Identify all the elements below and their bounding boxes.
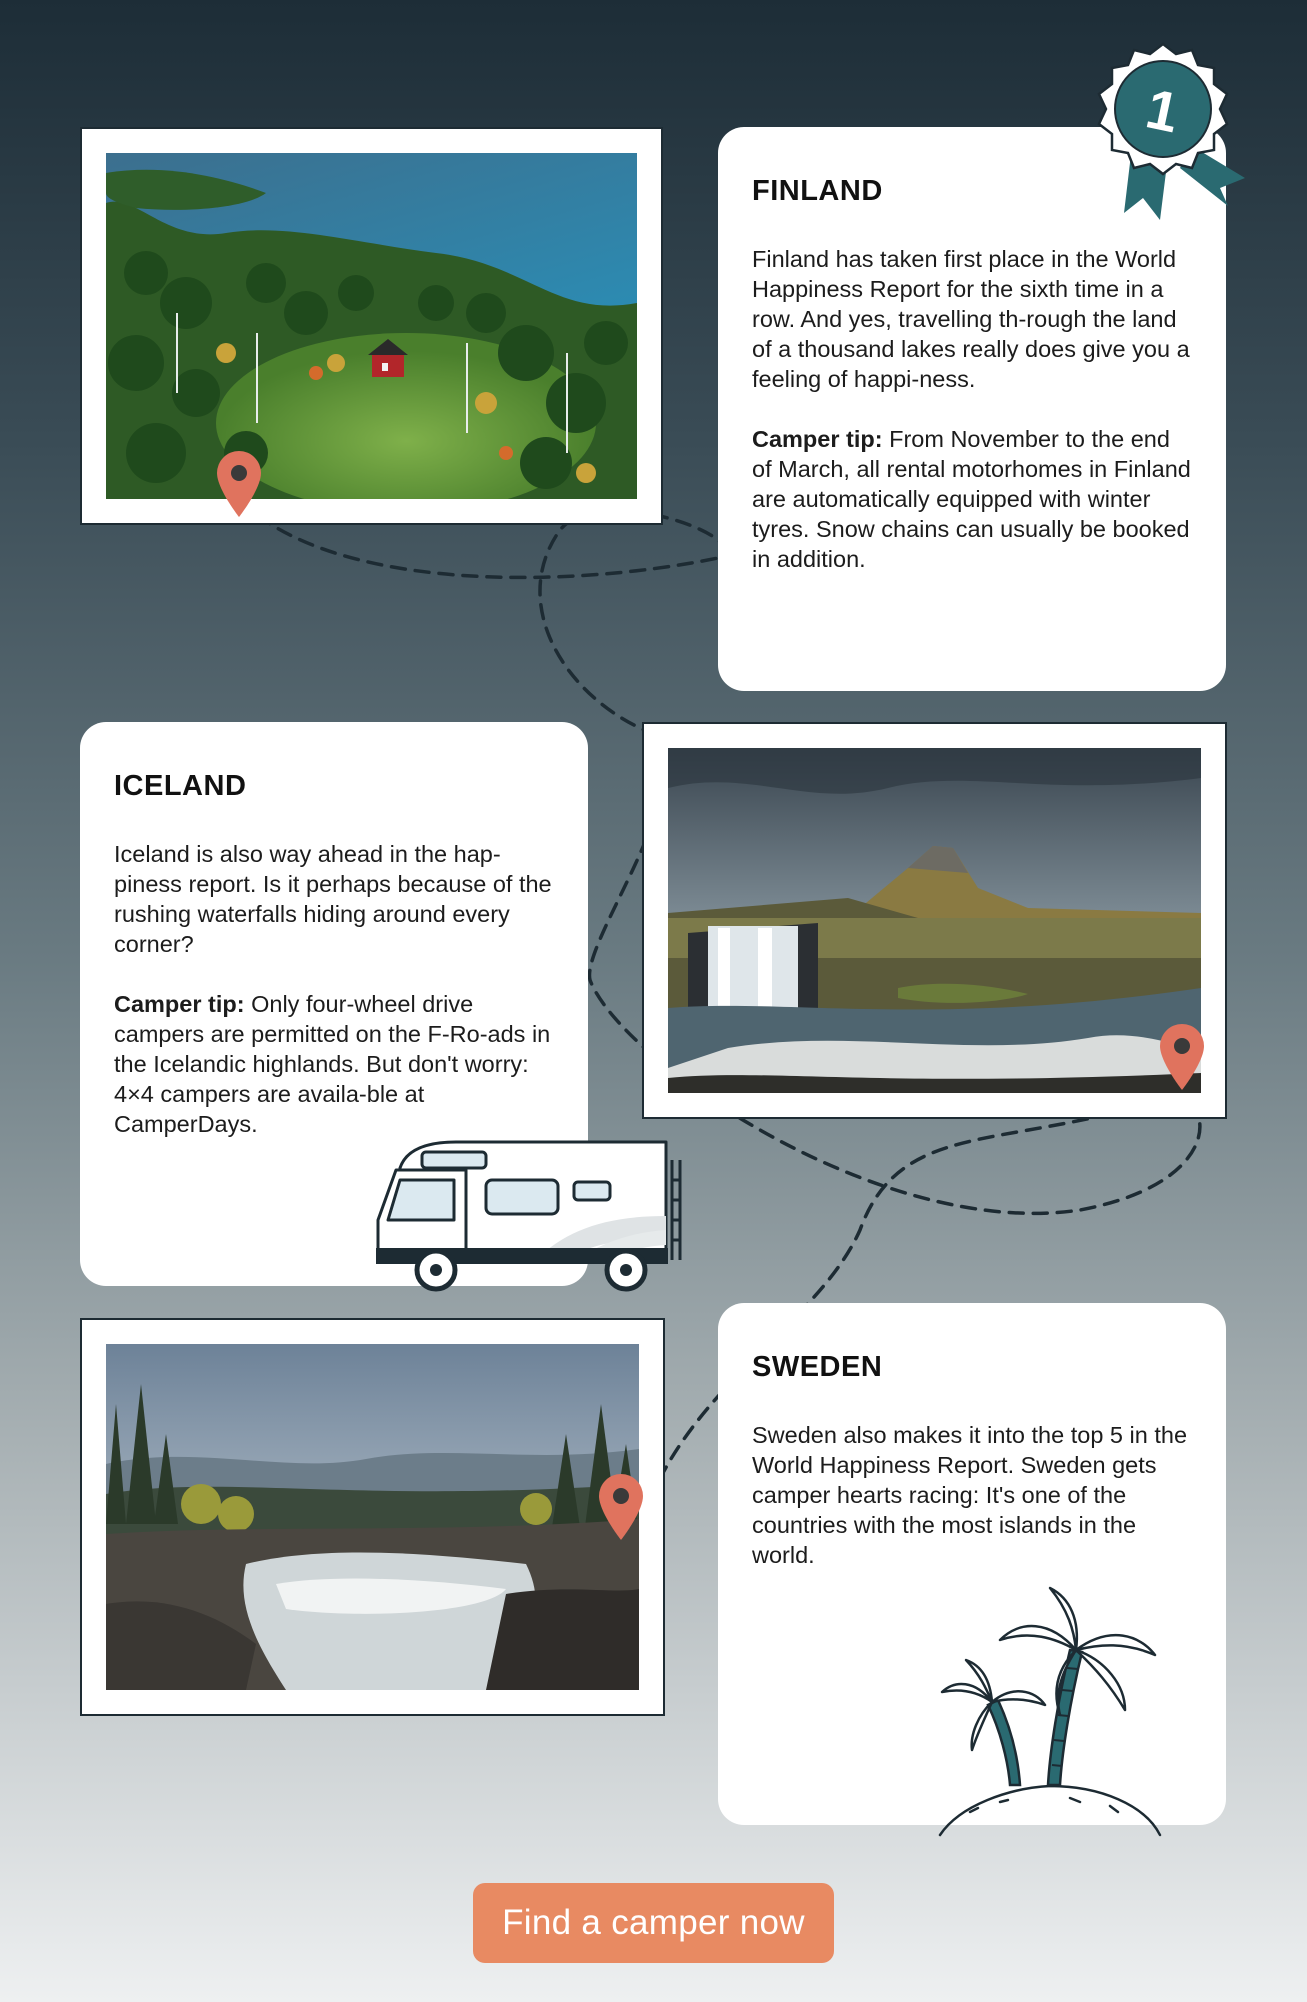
find-camper-button[interactable]: Find a camper now xyxy=(473,1883,834,1963)
iceland-tip-text: Only four-wheel drive campers are permitted on the F-Ro-ads in the Icelandic highlands. But don't worry: 4×4 campers are availa-ble at CamperDays. xyxy=(114,991,551,1137)
sweden-title: SWEDEN xyxy=(752,1351,883,1383)
sweden-photo-frame xyxy=(80,1318,665,1716)
iceland-waterfall-mountain-photo xyxy=(668,748,1201,1093)
sweden-location-pin-icon xyxy=(596,1472,646,1542)
iceland-camper-tip xyxy=(114,989,554,1139)
finland-title: FINLAND xyxy=(752,175,883,207)
finland-tip-text: From November to the end of March, all rental motorhomes in Finland are automatically equipped with winter tyres. Snow chains can usually be booked in addition. xyxy=(752,426,1191,572)
iceland-title: ICELAND xyxy=(114,770,247,802)
palm-island-illustration xyxy=(930,1580,1170,1840)
rank-number: 1 xyxy=(1140,76,1185,145)
finland-tip-label: Camper tip: xyxy=(752,426,883,452)
iceland-tip-label: Camper tip: xyxy=(114,991,245,1017)
finland-photo-frame xyxy=(80,127,663,525)
finland-lake-forest-photo xyxy=(106,153,637,499)
sweden-river-forest-photo xyxy=(106,1344,639,1690)
rank-ribbon-badge xyxy=(1080,38,1250,228)
camper-van-illustration xyxy=(366,1120,706,1292)
iceland-location-pin-icon xyxy=(1157,1022,1207,1092)
finland-description: Finland has taken first place in the World Happiness Report for the sixth time in a row. And yes, travelling th-rough the land of a thousand lakes really does give you a feeling of happi-ness. xyxy=(752,246,1190,392)
iceland-photo-frame xyxy=(642,722,1227,1119)
finland-location-pin-icon xyxy=(214,449,264,519)
finland-camper-tip xyxy=(752,424,1192,574)
sweden-description: Sweden also makes it into the top 5 in the World Happiness Report. Sweden gets camper hearts racing: It's one of the countries with the most islands in the world. xyxy=(752,1422,1188,1568)
iceland-description: Iceland is also way ahead in the hap-piness report. Is it perhaps because of the rushing waterfalls hiding around every corner? xyxy=(114,841,552,957)
